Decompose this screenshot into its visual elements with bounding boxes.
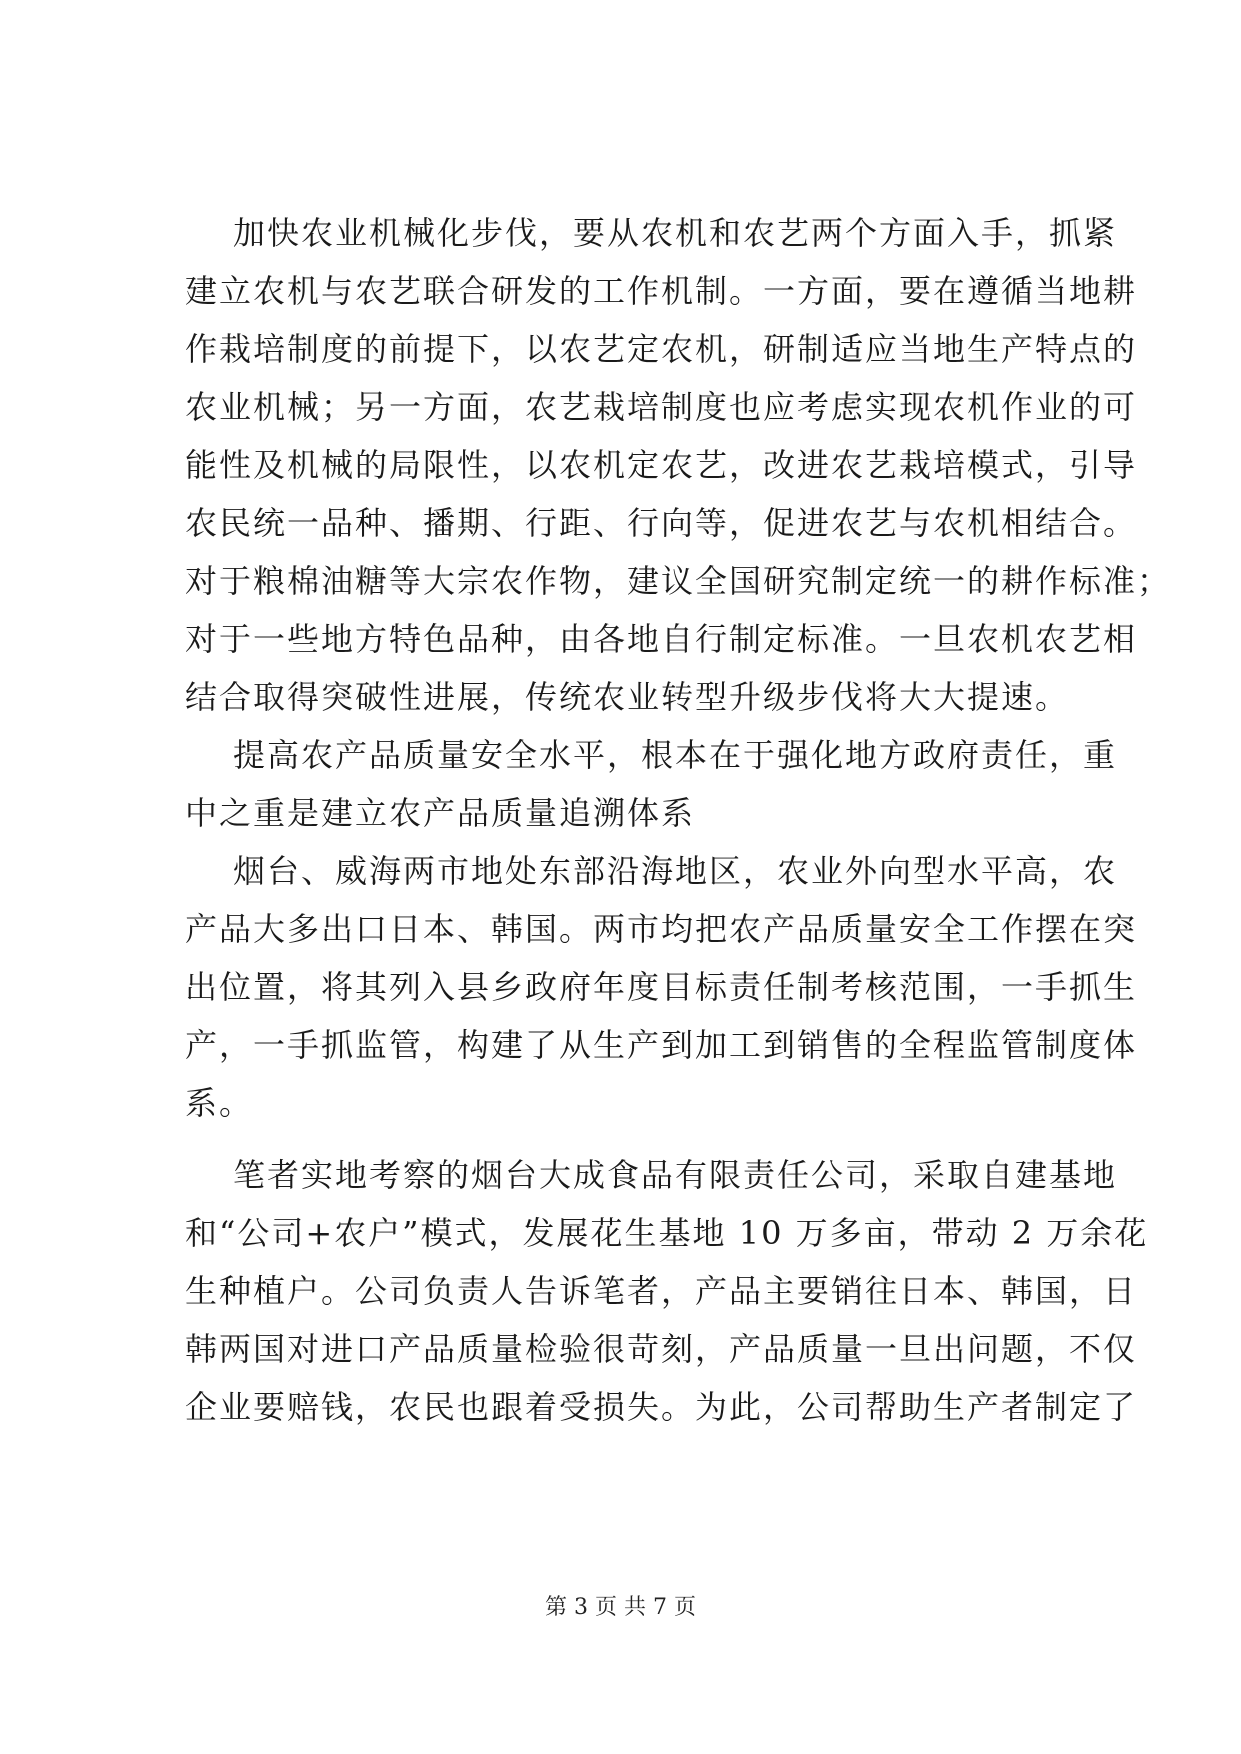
text-line: 产品大多出口日本、韩国。两市均把农产品质量安全工作摆在突 [185,910,1138,948]
text-line: 建立农机与农艺联合研发的工作机制。一方面，要在遵循当地耕 [185,272,1138,310]
page-number-footer: 第 3 页 共 7 页 [545,1595,696,1620]
text-line: 结合取得突破性进展，传统农业转型升级步伐将大大提速。 [185,678,1070,716]
text-line: 生种植户。公司负责人告诉笔者，产品主要销往日本、韩国，日 [185,1272,1138,1310]
text-line: 系。 [185,1084,254,1122]
section-heading-line: 中之重是建立农产品质量追溯体系 [185,794,696,832]
text-line: 和“公司+农户”模式，发展花生基地 10 万多亩，带动 2 万余花 [185,1214,1149,1252]
text-line: 加快农业机械化步伐，要从农机和农艺两个方面入手，抓紧 [233,214,1118,252]
text-line: 对于粮棉油糖等大宗农作物，建议全国研究制定统一的耕作标准； [185,562,1172,600]
text-line: 韩两国对进口产品质量检验很苛刻，产品质量一旦出问题，不仅 [185,1330,1138,1368]
text-line: 作栽培制度的前提下，以农艺定农机，研制适应当地生产特点的 [185,330,1138,368]
text-line: 企业要赔钱，农民也跟着受损失。为此，公司帮助生产者制定了 [185,1388,1138,1426]
text-line: 烟台、威海两市地处东部沿海地区，农业外向型水平高，农 [233,852,1118,890]
text-line: 出位置，将其列入县乡政府年度目标责任制考核范围，一手抓生 [185,968,1138,1006]
text-line: 产，一手抓监管，构建了从生产到加工到销售的全程监管制度体 [185,1026,1138,1064]
text-line: 对于一些地方特色品种，由各地自行制定标准。一旦农机农艺相 [185,620,1138,658]
text-line: 农民统一品种、播期、行距、行向等，促进农艺与农机相结合。 [185,504,1138,542]
text-line: 能性及机械的局限性，以农机定农艺，改进农艺栽培模式，引导 [185,446,1138,484]
section-heading-line: 提高农产品质量安全水平，根本在于强化地方政府责任，重 [233,736,1118,774]
text-line: 农业机械；另一方面，农艺栽培制度也应考虑实现农机作业的可 [185,388,1138,426]
text-line: 笔者实地考察的烟台大成食品有限责任公司，采取自建基地 [233,1156,1118,1194]
